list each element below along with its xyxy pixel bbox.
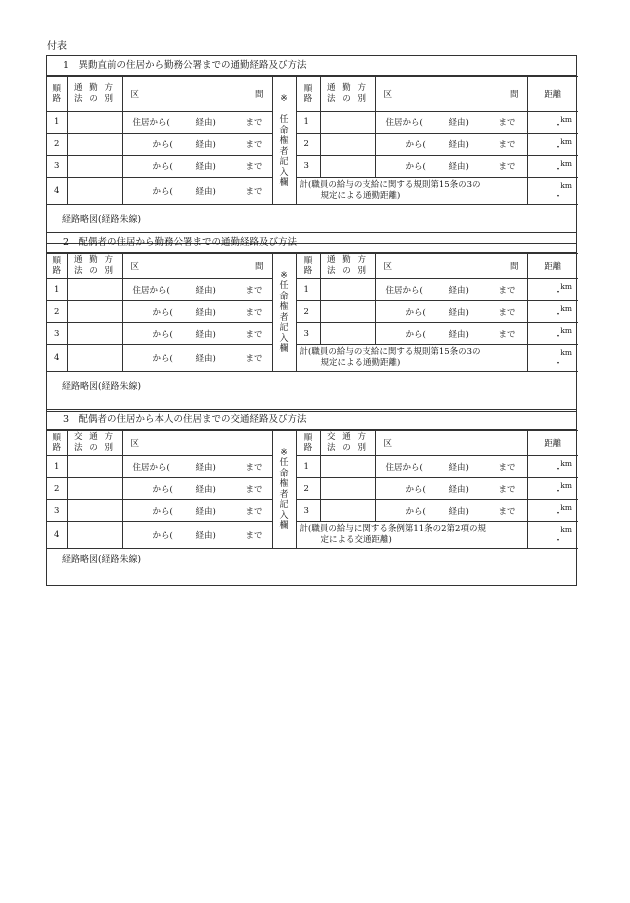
method-header: 通 勤 方 法 の 別 (320, 77, 375, 112)
row-number: 3 (47, 155, 67, 177)
route-map-label: 経路略図(経路朱線) (62, 555, 142, 565)
row-number: 1 (47, 456, 67, 478)
row-number: 2 (47, 478, 67, 500)
row-number: 3 (296, 323, 320, 345)
route-cell[interactable]: から( 経由) まで (122, 500, 272, 522)
section-1 (46, 55, 577, 244)
row-number: 1 (47, 111, 67, 133)
distance-cell[interactable]: km ・ (527, 301, 578, 323)
route-cell[interactable]: から( 経由) まで (122, 478, 272, 500)
row-number: 1 (296, 111, 320, 133)
route-cell[interactable]: から( 経由) まで (375, 500, 527, 522)
method-cell[interactable] (67, 155, 122, 177)
route-cell[interactable]: 住居から( 経由) まで (375, 456, 527, 478)
method-cell[interactable] (67, 323, 122, 345)
section-header: 区 間 (122, 254, 272, 279)
section-header: 区 間 (375, 254, 527, 279)
route-table (47, 76, 578, 205)
method-cell[interactable] (67, 111, 122, 133)
method-cell[interactable] (67, 345, 122, 372)
method-cell[interactable] (320, 111, 375, 133)
row-number: 4 (47, 177, 67, 204)
route-map-label: 経路略図(経路朱線) (62, 382, 142, 392)
method-header: 通 勤 方 法 の 別 (320, 254, 375, 279)
row-number: 3 (47, 323, 67, 345)
total-distance-cell[interactable]: km ・ (527, 177, 578, 204)
section-header: 区 (375, 431, 527, 456)
method-cell[interactable] (320, 133, 375, 155)
method-cell[interactable] (320, 155, 375, 177)
route-map-area[interactable] (47, 372, 576, 411)
method-cell[interactable] (67, 456, 122, 478)
route-cell[interactable]: から( 経由) まで (375, 301, 527, 323)
row-number: 3 (296, 155, 320, 177)
row-number: 2 (296, 478, 320, 500)
route-cell[interactable]: から( 経由) まで (122, 522, 272, 549)
distance-cell[interactable]: km ・ (527, 279, 578, 301)
appointer-column: ※ 任 命 権 者 記 入 欄 (272, 254, 296, 372)
method-header: 交 通 方 法 の 別 (67, 431, 122, 456)
route-cell[interactable]: から( 経由) まで (375, 323, 527, 345)
route-cell[interactable]: 住居から( 経由) まで (375, 279, 527, 301)
method-cell[interactable] (320, 301, 375, 323)
method-cell[interactable] (67, 177, 122, 204)
section-title: 1 異動直前の住居から勤務公署までの通勤経路及び方法 (47, 56, 576, 76)
row-number: 3 (296, 500, 320, 522)
order-header: 順 路 (296, 431, 320, 456)
route-cell[interactable]: から( 経由) まで (122, 177, 272, 204)
route-cell[interactable]: から( 経由) まで (122, 345, 272, 372)
order-header: 順 路 (47, 431, 67, 456)
method-cell[interactable] (67, 478, 122, 500)
section-3 (46, 409, 577, 586)
section-2 (46, 232, 577, 412)
route-cell[interactable]: から( 経由) まで (122, 323, 272, 345)
total-distance-cell[interactable]: km ・ (527, 522, 578, 549)
route-cell[interactable]: 住居から( 経由) まで (122, 111, 272, 133)
total-distance-cell[interactable]: km ・ (527, 345, 578, 372)
kome-mark: ※ (272, 77, 296, 112)
distance-cell[interactable]: km ・ (527, 323, 578, 345)
method-cell[interactable] (320, 323, 375, 345)
distance-cell[interactable]: km ・ (527, 456, 578, 478)
order-header: 順 路 (296, 254, 320, 279)
distance-header: 距離 (527, 254, 578, 279)
section-title: 3 配偶者の住居から本人の住居までの交通経路及び方法 (47, 410, 576, 430)
row-number: 4 (47, 522, 67, 549)
method-cell[interactable] (320, 279, 375, 301)
route-cell[interactable]: から( 経由) まで (375, 155, 527, 177)
method-cell[interactable] (67, 279, 122, 301)
row-number: 4 (47, 345, 67, 372)
method-header: 通 勤 方 法 の 別 (67, 254, 122, 279)
section-header: 区 間 (375, 77, 527, 112)
distance-cell[interactable]: km ・ (527, 111, 578, 133)
route-table (47, 430, 578, 549)
row-number: 2 (47, 301, 67, 323)
total-label: 計(職員の給与の支給に関する規則第15条の3の 規定による通勤距離) (296, 177, 527, 204)
total-label: 計(職員の給与に関する条例第11条の2第2項の規 定による交通距離) (296, 522, 527, 549)
distance-header: 距離 (527, 77, 578, 112)
method-header: 交 通 方 法 の 別 (320, 431, 375, 456)
method-cell[interactable] (67, 301, 122, 323)
page-label: 付表 (47, 41, 67, 52)
route-cell[interactable]: 住居から( 経由) まで (375, 111, 527, 133)
route-cell[interactable]: から( 経由) まで (122, 301, 272, 323)
order-header: 順 路 (296, 77, 320, 112)
route-map-area[interactable] (47, 549, 576, 585)
order-header: 順 路 (47, 254, 67, 279)
distance-cell[interactable]: km ・ (527, 478, 578, 500)
route-cell[interactable]: 住居から( 経由) まで (122, 456, 272, 478)
method-cell[interactable] (67, 133, 122, 155)
method-cell[interactable] (67, 500, 122, 522)
route-cell[interactable]: から( 経由) まで (375, 478, 527, 500)
row-number: 1 (296, 456, 320, 478)
section-header: 区 (122, 431, 272, 456)
row-number: 2 (47, 133, 67, 155)
appointer-column: ※ 任 命 権 者 記 入 欄 (272, 431, 296, 549)
order-header: 順 路 (47, 77, 67, 112)
row-number: 3 (47, 500, 67, 522)
method-cell[interactable] (320, 456, 375, 478)
total-label: 計(職員の給与の支給に関する規則第15条の3の 規定による通勤距離) (296, 345, 527, 372)
route-map-label: 経路略図(経路朱線) (62, 214, 142, 225)
route-cell[interactable]: から( 経由) まで (122, 133, 272, 155)
route-table (47, 253, 578, 372)
appointer-column: 任 命 権 者 記 入 欄 (272, 111, 296, 204)
distance-cell[interactable]: km ・ (527, 133, 578, 155)
row-number: 1 (47, 279, 67, 301)
distance-header: 距離 (527, 431, 578, 456)
section-title: 2 配偶者の住居から勤務公署までの通勤経路及び方法 (47, 233, 576, 253)
method-cell[interactable] (67, 522, 122, 549)
distance-cell[interactable]: km ・ (527, 155, 578, 177)
row-number: 2 (296, 133, 320, 155)
method-cell[interactable] (320, 500, 375, 522)
method-cell[interactable] (320, 478, 375, 500)
route-cell[interactable]: 住居から( 経由) まで (122, 279, 272, 301)
route-cell[interactable]: から( 経由) まで (375, 133, 527, 155)
row-number: 1 (296, 279, 320, 301)
distance-cell[interactable]: km ・ (527, 500, 578, 522)
row-number: 2 (296, 301, 320, 323)
route-cell[interactable]: から( 経由) まで (122, 155, 272, 177)
method-header: 通 勤 方 法 の 別 (67, 77, 122, 112)
section-header: 区 間 (122, 77, 272, 112)
